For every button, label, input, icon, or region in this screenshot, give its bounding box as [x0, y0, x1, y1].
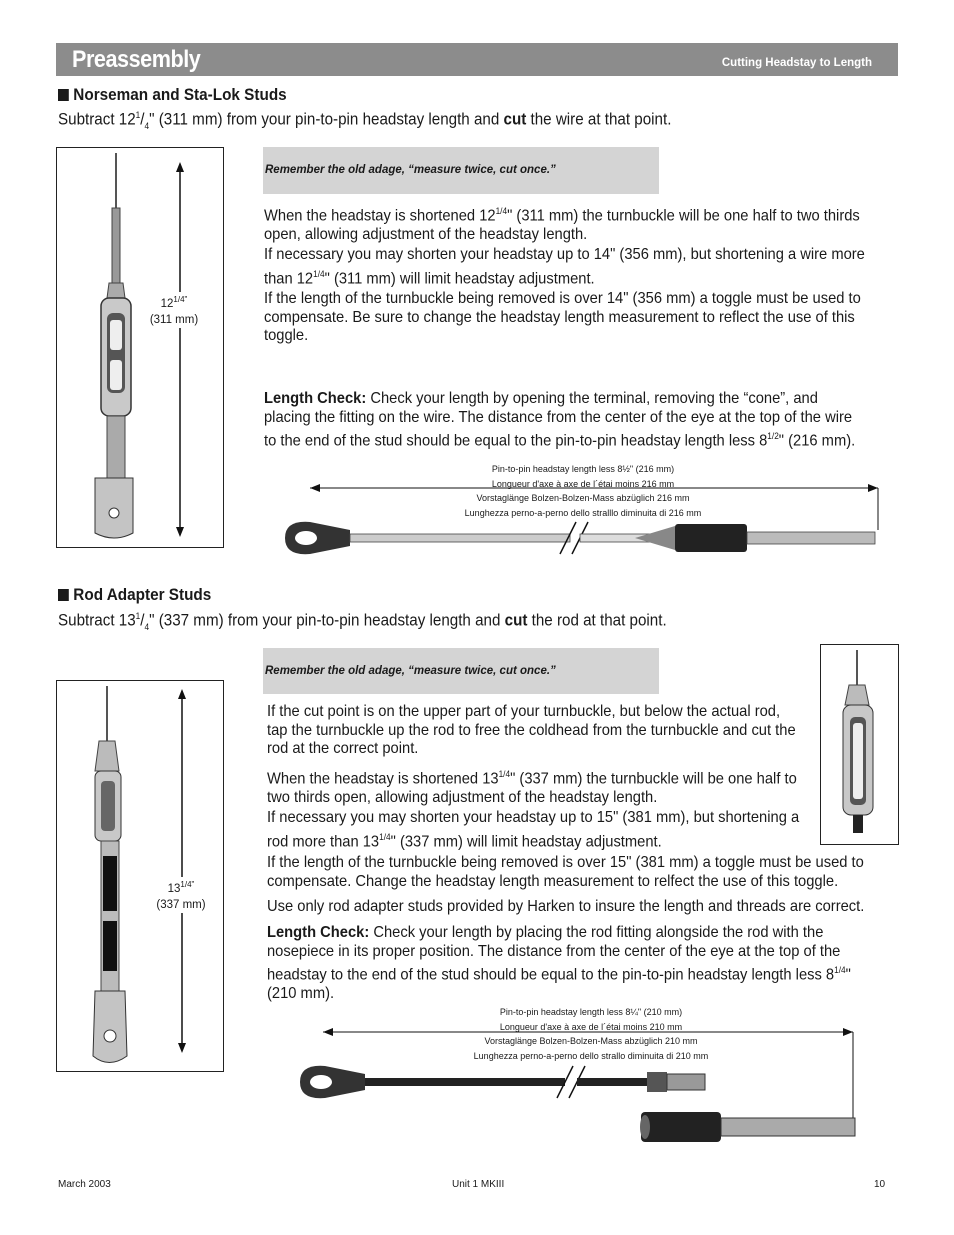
dimension-label-337: $13^{1/4"}$ (337 mm) — [147, 877, 215, 913]
tip-box: Remember the old adage, “measure twice, cut once.” — [263, 648, 659, 694]
footer-page-number: 10 — [874, 1179, 886, 1190]
dimension-label-311: $12^{1/4"}$ (311 mm) — [137, 292, 211, 328]
footer-date: March 2003 — [58, 1179, 111, 1190]
section2-paragraph-3: If necessary you may shorten your headstay up to 15" (381 mm), but shortening a rod more than $13^{1/4}$" (337 mm) will limit headstay adjustment. — [267, 809, 800, 850]
section1-multilingual-caption: Pin-to-pin headstay length less 8½" (216 mm) Longueur d'axe à axe de l´étai moins 216 mm Vorstaglänge Bolzen-Bolzen-Mass abzüglich 216 mm Lunghezza perno-a-perno dello stralllo diminuita di 216 mm — [464, 464, 702, 518]
header-bar — [56, 43, 898, 76]
tip-box: Remember the old adage, “measure twice, cut once.” — [263, 147, 659, 194]
rod-adapter-stud-photo — [820, 644, 899, 845]
section-heading-norseman: Norseman and Sta-Lok Studs — [58, 85, 287, 105]
rod-fitting-diagram — [295, 1020, 860, 1155]
section1-paragraph-3: If the length of the turnbuckle being removed is over 14" (356 mm) a toggle must be used to compensate. Be sure to change the headstay length measurement to reflect the use of this toggle. — [264, 290, 861, 344]
section2-paragraph-2: When the headstay is shortened $13^{1/4}$" (337 mm) the turnbuckle will be one half to two thirds open, allowing adjustment of the headstay length. — [267, 769, 797, 806]
section1-intro: Subtract $12^1/_4$" (311 mm) from your pin-to-pin headstay length and cut the wire at that point. — [58, 110, 672, 131]
section-heading-rod-adapter: Rod Adapter Studs — [58, 585, 211, 605]
section2-length-check: Length Check: Check your length by placing the rod fitting alongside the rod with the nosepiece in its proper position. The distance from the center of the eye at the top of the headstay to the end of the stud should be equal to the pin-to-pin headstay length less $8^{1/4}$" (210 mm). — [267, 924, 851, 1002]
section2-paragraph-1: If the cut point is on the upper part of your turnbuckle, but below the actual rod, tap the turnbuckle up the rod to free the coldhead from the turnbuckle and cut the rod at the correct point. — [267, 703, 796, 757]
wire-fitting-diagram — [280, 478, 890, 563]
page-title: Preassembly — [72, 46, 201, 73]
stud-illustration — [821, 645, 900, 846]
section2-multilingual-caption: Pin-to-pin headstay length less 8¼" (210 mm) Longueur d'axe à axe de l´étai moins 210 mm Vorstaglänge Bolzen-Bolzen-Mass abzüglich 210 mm Lunghezza perno-a-perno dello strallo diminuita di 210 mm — [473, 1007, 709, 1061]
section2-intro: Subtract $13^1/_4$" (337 mm) from your pin-to-pin headstay length and cut the rod at that point. — [58, 611, 667, 632]
section1-paragraph-2: If necessary you may shorten your headstay up to 14" (356 mm), but shortening a wire more than $12^{1/4}$" (311 mm) will limit headstay adjustment. — [264, 246, 865, 287]
turnbuckle-illustration — [57, 148, 225, 549]
square-bullet-icon — [58, 89, 69, 101]
section2-paragraph-4: If the length of the turnbuckle being removed is over 15" (381 mm) a toggle must be used to compensate. Change the headstay length measurement to relfect the use of this toggle. — [267, 854, 864, 890]
section2-paragraph-5: Use only rod adapter studs provided by Harken to insure the length and threads are correct. — [267, 898, 865, 915]
rod-adapter-turnbuckle-photo — [56, 680, 224, 1072]
square-bullet-icon — [58, 589, 69, 601]
section1-paragraph-1: When the headstay is shortened $12^{1/4}$" (311 mm) the turnbuckle will be one half to two thirds open, allowing adjustment of the headstay length. — [264, 206, 860, 243]
footer-unit: Unit 1 MKIII — [452, 1179, 505, 1190]
section1-length-check: Length Check: Check your length by opening the terminal, removing the “cone”, and placing the fitting on the wire. The distance from the center of the eye at the top of the wire to the end of the stud should be equal to the pin-to-pin headstay length less $8^{1/2}$" (216 mm). — [264, 390, 856, 450]
page-subtitle: Cutting Headstay to Length — [721, 57, 872, 69]
norseman-turnbuckle-photo — [56, 147, 224, 548]
